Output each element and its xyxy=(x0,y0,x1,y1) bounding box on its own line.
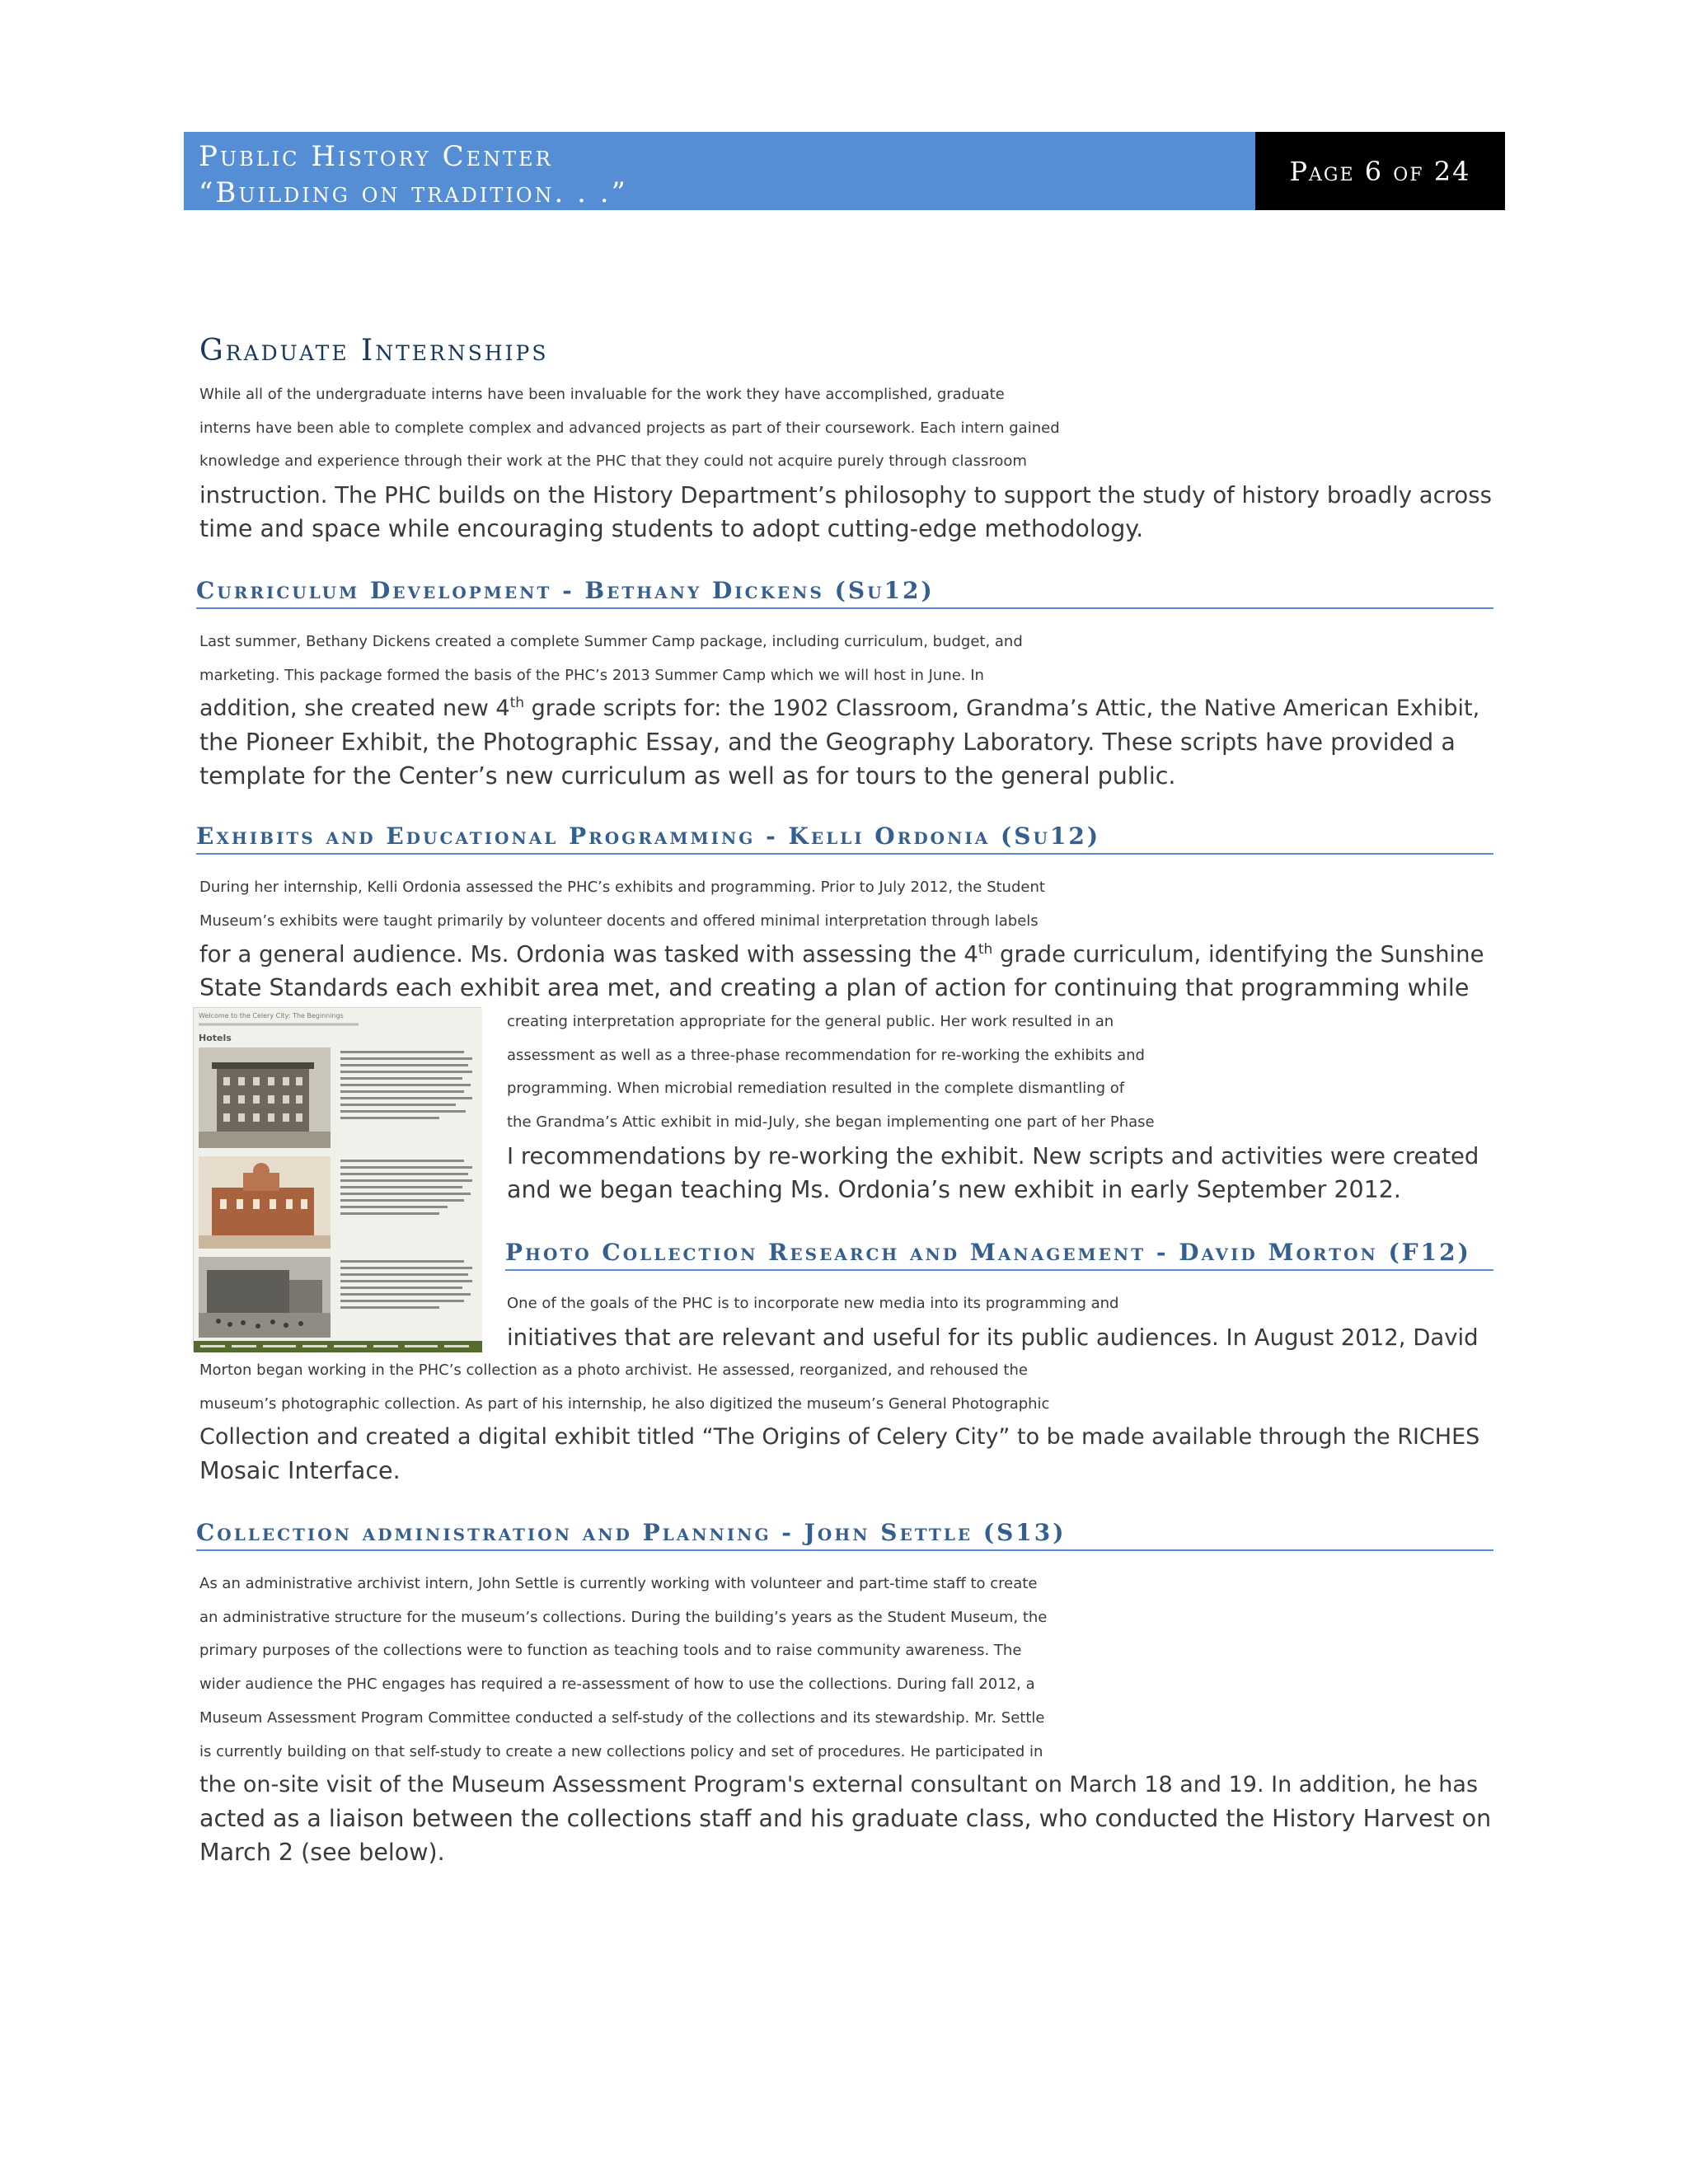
text-line: assessment as well as a three-phase recommendation for re-working the exhibits and xyxy=(507,1046,1145,1064)
hotel-photo-1 xyxy=(199,1047,331,1148)
ordinal-suffix: th xyxy=(978,941,993,958)
exhibits-paragraph-wrapped xyxy=(507,1005,1479,1207)
text-line: One of the goals of the PHC is to incorporate new media into its programming and xyxy=(507,1295,1119,1312)
text-line: Morton began working in the PHC’s collection as a photo archivist. He assessed, reorganized, and rehoused the xyxy=(199,1361,1028,1379)
text-segment: grade curriculum, identifying the Sunshine xyxy=(992,941,1484,968)
text-segment: for a general audience. Ms. Ordonia was tasked with assessing the 4 xyxy=(199,941,978,968)
text-line: museum’s photographic collection. As part of his internship, he also digitized the museum’s General Photographic xyxy=(199,1394,1050,1413)
header-bar xyxy=(184,132,1255,210)
curriculum-paragraph xyxy=(199,626,1479,794)
text-line: knowledge and experience through their work at the PHC that they could not acquire purely through classroom xyxy=(199,452,1027,471)
section-heading-photo-collection: Photo Collection Research and Management - David Morton (F12) xyxy=(505,1239,1493,1271)
text-line: Museum’s exhibits were taught primarily by volunteer docents and offered minimal interpretation through labels xyxy=(199,912,1039,930)
text-line: wider audience the PHC engages has required a re-assessment of how to use the collections. During fall 2012, a xyxy=(199,1675,1035,1694)
text-line: time and space while encouraging students to adopt cutting-edge methodology. xyxy=(199,514,1144,542)
text-line: the on-site visit of the Museum Assessment Program's external consultant on March 18 and 19. In addition, he has xyxy=(199,1772,1479,1798)
collection-admin-paragraph xyxy=(199,1568,1491,1869)
text-line: Mosaic Interface. xyxy=(199,1457,401,1485)
section-heading-exhibits: Exhibits and Educational Programming - Kelli Ordonia (Su12) xyxy=(196,823,1493,855)
photo-paragraph-wrapped xyxy=(507,1287,1479,1354)
text-line: an administrative structure for the museum’s collections. During the building’s years as the Student Museum, the xyxy=(199,1608,1048,1626)
text-line: Museum Assessment Program Committee conducted a self-study of the collections and its stewardship. Mr. Settle xyxy=(199,1708,1045,1727)
text-line: Last summer, Bethany Dickens created a complete Summer Camp package, including curriculum, budget, and xyxy=(199,633,1023,650)
text-line: State Standards each exhibit area met, and creating a plan of action for continuing that programming while xyxy=(199,974,1470,1002)
intro-paragraph xyxy=(199,378,1492,546)
text-line: As an administrative archivist intern, John Settle is currently working with volunteer and part-time staff to create xyxy=(199,1575,1038,1592)
text-line: and we began teaching Ms. Ordonia’s new exhibit in early September 2012. xyxy=(507,1175,1401,1203)
section-heading-collection-admin: Collection administration and Planning - John Settle (S13) xyxy=(196,1519,1493,1551)
hotel-photo-3 xyxy=(199,1257,331,1338)
hotel-photo-2 xyxy=(199,1156,331,1249)
text-line: instruction. The PHC builds on the History Department’s philosophy to support the study of history broadly across xyxy=(199,482,1492,509)
page-number: Page 6 of 24 xyxy=(1255,132,1505,210)
text-segment: grade scripts for: the 1902 Classroom, Grandma’s Attic, the Native American Exhibit, xyxy=(524,696,1480,722)
text-line: creating interpretation appropriate for the general public. Her work resulted in an xyxy=(507,1013,1114,1030)
text-line: programming. When microbial remediation resulted in the complete dismantling of xyxy=(507,1080,1125,1098)
text-line: acted as a liaison between the collections staff and his graduate class, who conducted the History Harvest on xyxy=(199,1804,1492,1832)
hotels-exhibit-image xyxy=(194,1008,482,1352)
text-line: interns have been able to complete complex and advanced projects as part of their coursework. Each intern gained xyxy=(199,419,1060,437)
ordinal-suffix: th xyxy=(509,695,525,712)
text-line xyxy=(199,938,1484,972)
text-line xyxy=(199,692,1479,726)
text-line: the Grandma’s Attic exhibit in mid-July, she began implementing one part of her Phase xyxy=(507,1113,1155,1132)
text-line: the Pioneer Exhibit, the Photographic Essay, and the Geography Laboratory. These scripts have provided a xyxy=(199,729,1456,757)
header-branding xyxy=(199,138,628,211)
text-line: I recommendations by re-working the exhibit. New scripts and activities were created xyxy=(507,1142,1479,1169)
section-heading-curriculum: Curriculum Development - Bethany Dickens (Su12) xyxy=(196,577,1493,609)
thumbnail-title: Welcome to the Celery City: The Beginnings xyxy=(199,1012,344,1019)
text-line: marketing. This package formed the basis of the PHC’s 2013 Summer Camp which we will host in June. In xyxy=(199,666,984,684)
text-line: While all of the undergraduate interns have been invaluable for the work they have accomplished, graduate xyxy=(199,386,1005,403)
text-segment: addition, she created new 4 xyxy=(199,696,510,722)
tagline: “Building on tradition. . .” xyxy=(199,176,628,209)
text-line: March 2 (see below). xyxy=(199,1838,445,1866)
photo-paragraph xyxy=(199,1354,1479,1488)
page-title: Graduate Internships xyxy=(199,334,549,368)
text-line: primary purposes of the collections were to function as teaching tools and to raise community awareness. The xyxy=(199,1642,1022,1660)
text-line: template for the Center’s new curriculum as well as for tours to the general public. xyxy=(199,762,1176,790)
exhibits-paragraph xyxy=(199,871,1484,1005)
hotels-exhibit-thumbnail xyxy=(193,1007,481,1352)
text-line: initiatives that are relevant and useful for its public audiences. In August 2012, David xyxy=(507,1324,1479,1351)
text-line: is currently building on that self-study to create a new collections policy and set of procedures. He participated in xyxy=(199,1742,1043,1760)
text-line: Collection and created a digital exhibit titled “The Origins of Celery City” to be made available through the RICHES xyxy=(199,1424,1480,1451)
text-line: During her internship, Kelli Ordonia assessed the PHC’s exhibits and programming. Prior to July 2012, the Student xyxy=(199,879,1045,896)
thumbnail-subtitle: Hotels xyxy=(199,1033,232,1043)
org-name: Public History Center xyxy=(199,140,553,173)
